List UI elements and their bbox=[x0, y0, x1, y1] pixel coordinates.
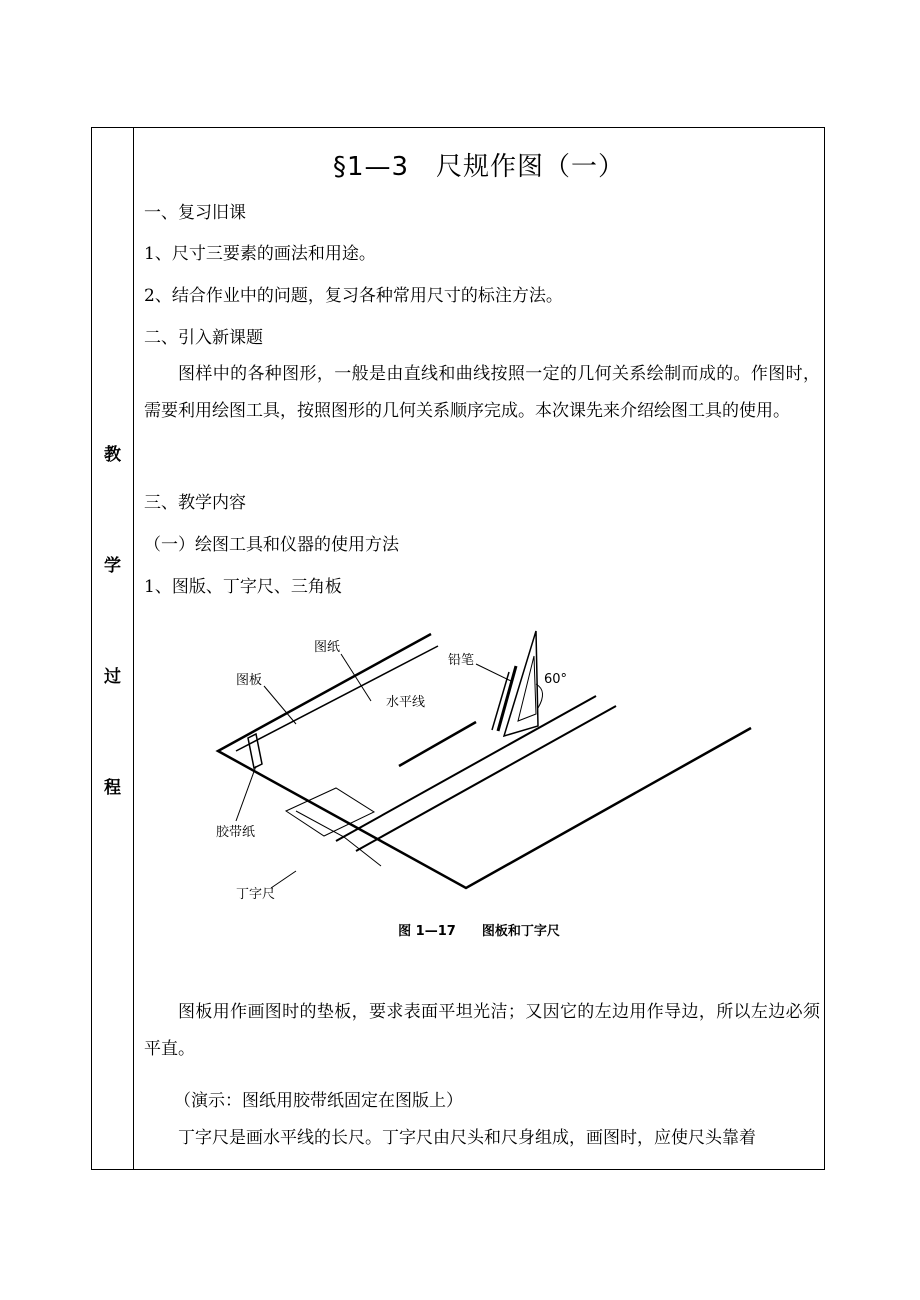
item-heading: 1、图版、丁字尺、三角板 bbox=[144, 577, 342, 597]
intro-paragraph: 图样中的各种图形，一般是由直线和曲线按照一定的几何关系绘制而成的。作图时，需要利用绘图工具，按照图形的几何关系顺序完成。本次课先来介绍绘图工具的使用。 bbox=[144, 364, 820, 421]
lesson-table bbox=[91, 127, 825, 1170]
board-paragraph: 图板用作画图时的垫板，要求表面平坦光洁；又因它的左边用作导边，所以左边必须平直。 bbox=[144, 1002, 820, 1059]
side-char-4: 程 bbox=[104, 778, 121, 798]
label-angle: 60° bbox=[544, 672, 568, 687]
side-char-3: 过 bbox=[104, 667, 121, 687]
section-content-heading: 三、教学内容 bbox=[144, 493, 246, 513]
figure-board-tsquare bbox=[176, 626, 756, 906]
side-char-2: 学 bbox=[104, 556, 121, 576]
side-column bbox=[92, 128, 134, 1169]
subsection-heading: （一）绘图工具和仪器的使用方法 bbox=[144, 535, 399, 555]
review-item-2: 2、结合作业中的问题，复习各种常用尺寸的标注方法。 bbox=[144, 286, 563, 306]
label-board: 图板 bbox=[236, 673, 263, 688]
section-intro-heading: 二、引入新课题 bbox=[144, 328, 263, 348]
label-tsquare: 丁字尺 bbox=[236, 887, 276, 902]
tsquare-paragraph: 丁字尺是画水平线的长尺。丁字尺由尺头和尺身组成，画图时，应使尺头靠着 bbox=[178, 1128, 756, 1148]
label-tape: 胶带纸 bbox=[216, 825, 256, 840]
label-paper: 图纸 bbox=[314, 640, 341, 655]
page-title: §1—3 尺规作图（一） bbox=[332, 152, 626, 182]
figure-caption: 图 1—17 图板和丁字尺 bbox=[398, 924, 560, 939]
section-review-heading: 一、复习旧课 bbox=[144, 203, 246, 223]
review-item-1: 1、尺寸三要素的画法和用途。 bbox=[144, 244, 376, 264]
demo-note: （演示：图纸用胶带纸固定在图版上） bbox=[174, 1091, 463, 1111]
label-pencil: 铅笔 bbox=[448, 653, 475, 668]
label-hline: 水平线 bbox=[386, 695, 426, 710]
content-cell bbox=[134, 128, 824, 1169]
side-char-1: 教 bbox=[104, 445, 121, 465]
